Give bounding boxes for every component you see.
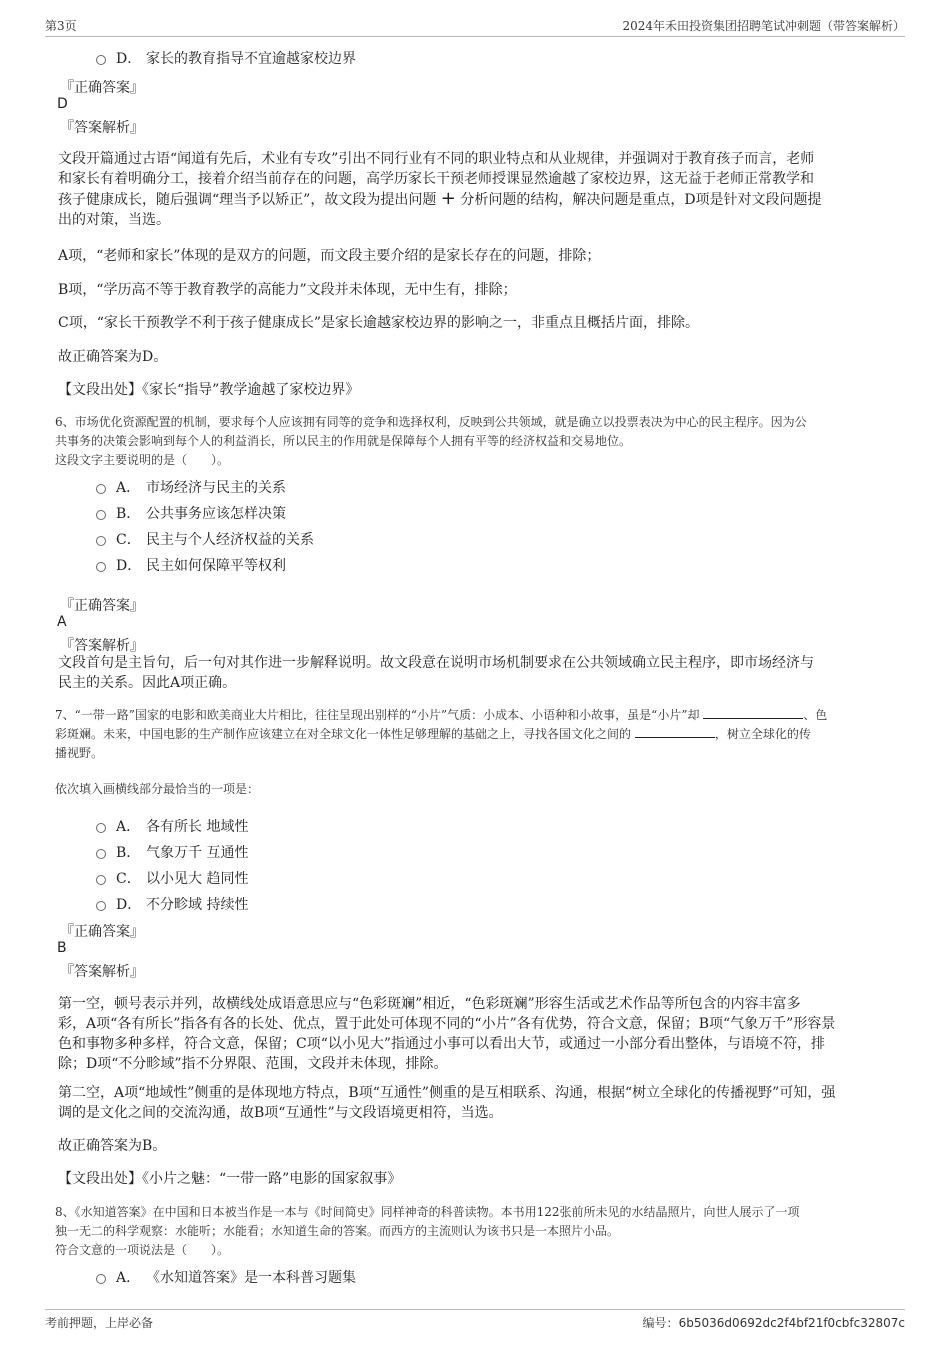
q7-option-d[interactable]: D． 不分畛域 持续性 bbox=[96, 894, 248, 914]
radio-icon[interactable] bbox=[96, 484, 106, 494]
correct-answer-label: 『正确答案』 bbox=[60, 80, 144, 96]
q6-option-a[interactable]: A． 市场经济与民主的关系 bbox=[96, 477, 286, 497]
q7-source: 【文段出处】《小片之魅：“一带一路”电影的国家叙事》 bbox=[58, 1171, 402, 1187]
q7-option-a[interactable]: A． 各有所长 地域性 bbox=[96, 816, 248, 836]
fill-blank-1 bbox=[703, 706, 803, 719]
radio-icon[interactable] bbox=[96, 536, 106, 546]
fill-blank-2 bbox=[635, 725, 715, 738]
q7-answer: B bbox=[57, 940, 67, 956]
correct-answer-label: 『正确答案』 bbox=[60, 924, 144, 940]
q7-option-b[interactable]: B． 气象万千 互通性 bbox=[96, 842, 248, 862]
footer-divider bbox=[45, 1309, 905, 1310]
q6-option-d[interactable]: D． 民主如何保障平等权利 bbox=[96, 555, 286, 575]
analysis-label: 『答案解析』 bbox=[60, 120, 144, 136]
radio-icon[interactable] bbox=[96, 901, 106, 911]
q6-stem: 6、市场优化资源配置的机制，要求每个人应该拥有同等的竞争和选择权利，反映到公共领域，就是确立以投票表决为中心的民主程序。因为公 共事务的决策会影响到每个人的利益消长，所以民主的作用就是保障每个人拥有平等的经济权益和交易地位。 这段文字主要说明的是（ ）。 bbox=[55, 415, 807, 467]
q5-analysis-c: C项，“家长干预教学不利于孩子健康成长”是家长逾越家校边界的影响之一，非重点且概括片面，排除。 bbox=[58, 315, 700, 331]
q5-conclusion: 故正确答案为D。 bbox=[58, 349, 168, 365]
analysis-label: 『答案解析』 bbox=[60, 964, 144, 980]
document-title: 2024年禾田投资集团招聘笔试冲刺题（带答案解析） bbox=[622, 19, 905, 33]
footer-code: 编号：6b5036d0692dc2f4bf21f0cbfc32807c bbox=[642, 1316, 905, 1330]
q5-analysis-b: B项，“学历高不等于教育教学的高能力”文段并未体现，无中生有，排除； bbox=[58, 282, 517, 298]
header-divider bbox=[45, 36, 905, 37]
q5-answer: D bbox=[57, 96, 68, 112]
q5-analysis-a: A项，“老师和家长”体现的是双方的问题，而文段主要介绍的是家长存在的问题，排除； bbox=[58, 248, 601, 264]
q6-answer: A bbox=[57, 614, 67, 630]
q7-conclusion: 故正确答案为B。 bbox=[58, 1138, 167, 1154]
q7-prompt: 依次填入画横线部分最恰当的一项是： bbox=[55, 782, 260, 796]
radio-icon[interactable] bbox=[96, 823, 106, 833]
q8-option-a[interactable]: A． 《水知道答案》是一本科普习题集 bbox=[96, 1267, 356, 1287]
page-number: 第3页 bbox=[45, 19, 77, 33]
radio-icon[interactable] bbox=[96, 849, 106, 859]
radio-icon[interactable] bbox=[96, 1274, 106, 1284]
q6-analysis: 文段首句是主旨句，后一句对其作进一步解释说明。故文段意在说明市场机制要求在公共领域确立民主程序，即市场经济与 民主的关系。因此A项正确。 bbox=[58, 655, 814, 691]
analysis-label: 『答案解析』 bbox=[60, 638, 144, 654]
q6-option-b[interactable]: B． 公共事务应该怎样决策 bbox=[96, 503, 286, 523]
q5-source: 【文段出处】《家长“指导”教学逾越了家校边界》 bbox=[58, 382, 360, 398]
q7-option-c[interactable]: C． 以小见大 趋同性 bbox=[96, 868, 248, 888]
correct-answer-label: 『正确答案』 bbox=[60, 598, 144, 614]
footer-slogan: 考前押题，上岸必备 bbox=[45, 1316, 154, 1330]
radio-icon[interactable] bbox=[96, 562, 106, 572]
q7-analysis-p2: 第二空，A项“地域性”侧重的是体现地方特点，B项“互通性”侧重的是互相联系、沟通，根据“树立全球化的传播视野”可知，强 调的是文化之间的交流沟通，故B项“互通性”与文段语境更相符，当选。 bbox=[58, 1085, 836, 1121]
radio-icon[interactable] bbox=[96, 55, 106, 65]
q7-stem: 7、“一带一路”国家的电影和欧美商业大片相比，往往呈现出别样的“小片”气质：小成本、小语种和小故事，虽是“小片”却 、色 彩斑斓。未来，中国电影的生产制作应该建立在对全球文化一体性足够理解的基础之上，寻找各国文化之间的 ，树立全球化的传 播视野。 bbox=[55, 708, 828, 760]
radio-icon[interactable] bbox=[96, 510, 106, 520]
q7-analysis-p1: 第一空，顿号表示并列，故横线处成语意思应与“色彩斑斓”相近，“色彩斑斓”形容生活或艺术作品等所包含的内容丰富多 彩，A项“各有所长”指各有各的长处、优点，置于此处可体现不同的“小片”各有优势，符合文意，保留；B项“气象万千”形容景 色和事物多种多样，符合文意，保留；C项“以小见大”指通过小事可以看出大节，或通过一小部分看出整体，与语境不符，排 除；D项“不分畛域”指不分界限、范围，文段并未体现，排除。 bbox=[58, 996, 836, 1072]
q5-option-d[interactable]: D． 家长的教育指导不宜逾越家校边界 bbox=[96, 48, 356, 68]
q8-stem: 8、《水知道答案》在中国和日本被当作是一本与《时间简史》同样神奇的科普读物。本书用122张前所未见的水结晶照片，向世人展示了一项 独一无二的科学观察：水能听；水能看；水知道生命的答案。而西方的主流则认为该书只是一本照片小品。 符合文意的一项说法是（ ）。 bbox=[55, 1205, 800, 1257]
q5-analysis-p1: 文段开篇通过古语“闻道有先后，术业有专攻”引出不同行业有不同的职业特点和从业规律，并强调对于教育孩子而言，老师 和家长有着明确分工，接着介绍当前存在的问题，高学历家长干预老师授课显然逾越了家校边界，这无益于老师正常教学和 孩子健康成长，随后强调“理当予以矫正”，故文段为提出问题 + 分析问题的结构，解决问题是重点，D项是针对文段问题提 出的对策，当选。 bbox=[58, 151, 822, 228]
radio-icon[interactable] bbox=[96, 875, 106, 885]
q6-option-c[interactable]: C． 民主与个人经济权益的关系 bbox=[96, 529, 314, 549]
